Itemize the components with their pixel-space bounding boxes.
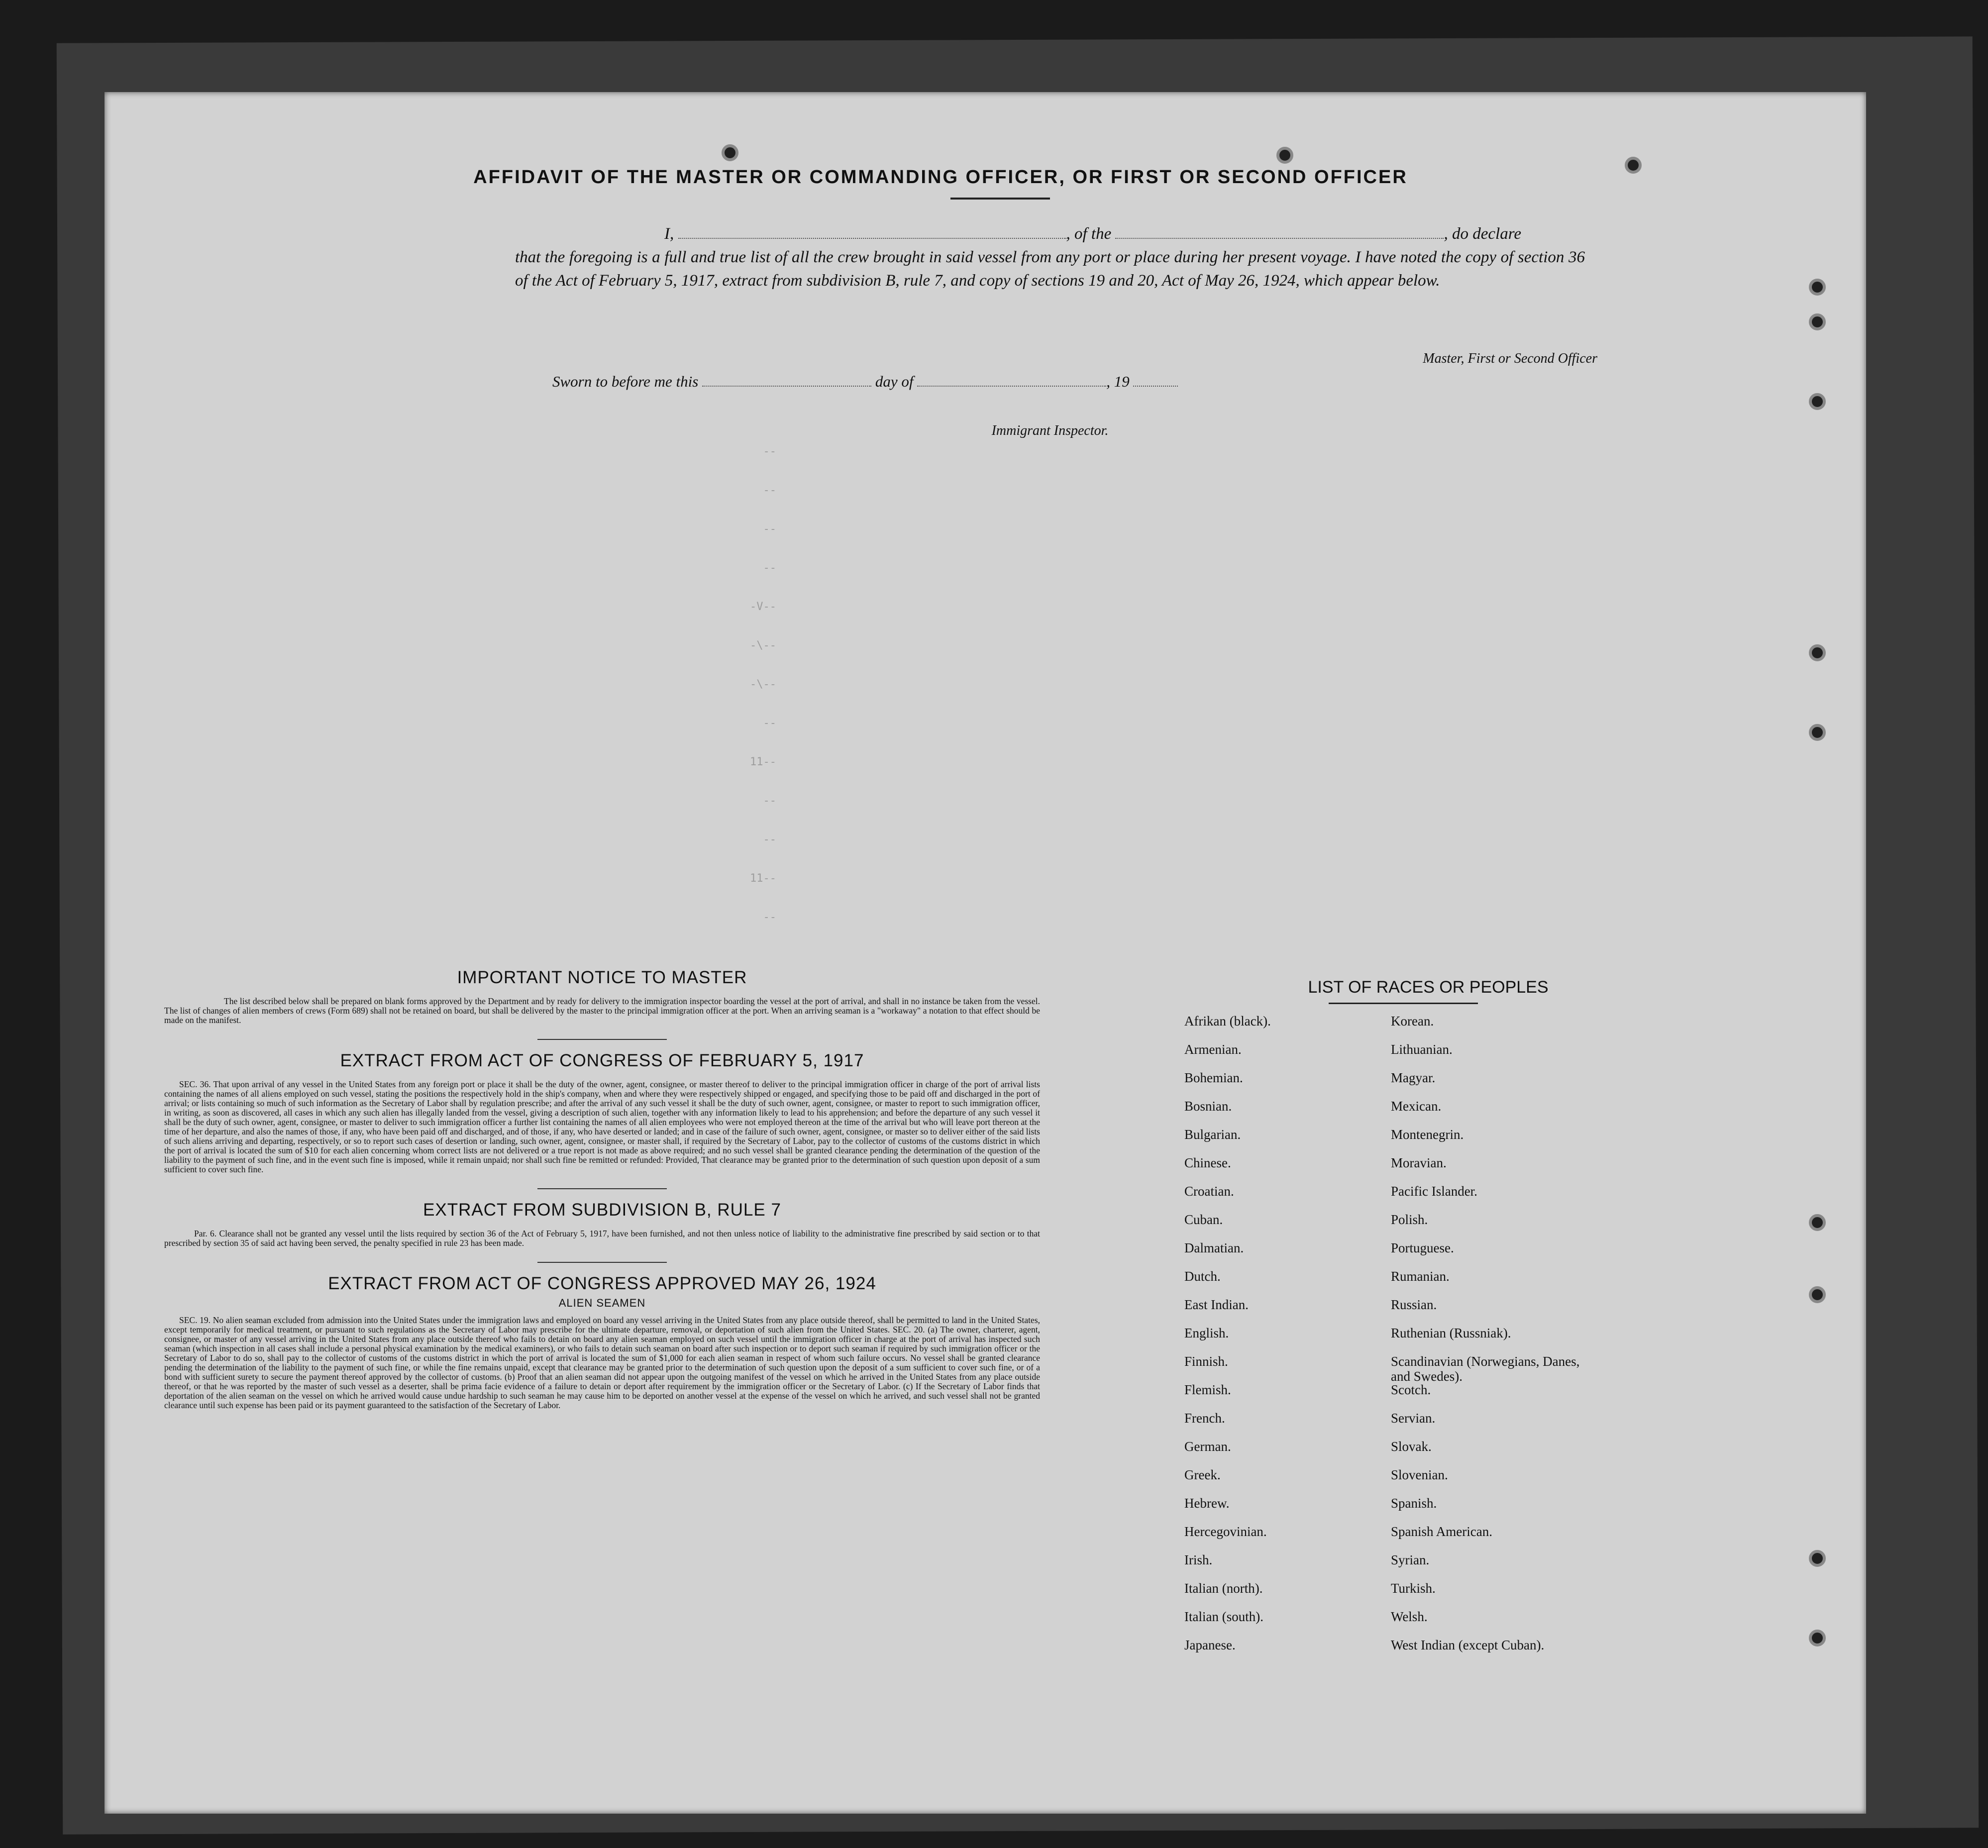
punch-hole: [1809, 1550, 1826, 1567]
race-item: Cuban.: [1184, 1212, 1223, 1227]
faint-mark: --: [763, 911, 776, 924]
legal-extracts: [164, 968, 1040, 1410]
bleed-through-column: [647, 445, 776, 950]
extract-rule7-title: EXTRACT FROM SUBDIVISION B, RULE 7: [423, 1200, 781, 1220]
race-item: Bohemian.: [1184, 1070, 1243, 1085]
vessel-blank[interactable]: [1115, 223, 1444, 239]
race-item: Italian (south).: [1184, 1609, 1263, 1624]
race-item: Rumanian.: [1391, 1269, 1450, 1284]
race-item: Afrikan (black).: [1184, 1014, 1271, 1028]
faint-mark: 11--: [750, 872, 776, 885]
races-right-column: [1391, 1014, 1600, 1666]
extract-1917-title: EXTRACT FROM ACT OF CONGRESS OF FEBRUARY 5, 1917: [340, 1051, 864, 1070]
race-item: Bosnian.: [1184, 1099, 1232, 1114]
punch-hole: [1809, 393, 1826, 410]
race-item: Polish.: [1391, 1212, 1428, 1227]
sworn-day-blank[interactable]: [702, 371, 871, 387]
race-item: East Indian.: [1184, 1297, 1249, 1312]
race-item: Welsh.: [1391, 1609, 1428, 1624]
race-item: Spanish.: [1391, 1496, 1437, 1511]
race-item: Croatian.: [1184, 1184, 1234, 1199]
punch-hole: [1809, 1214, 1826, 1231]
race-item: Spanish American.: [1391, 1524, 1492, 1539]
faint-mark: --: [763, 833, 776, 846]
separator-rule: [537, 1188, 667, 1189]
sworn-prefix: Sworn to before me this: [552, 373, 699, 390]
race-item: Ruthenian (Russniak).: [1391, 1326, 1511, 1340]
race-item: Bulgarian.: [1184, 1127, 1241, 1142]
faint-mark: --: [763, 484, 776, 497]
race-item: Russian.: [1391, 1297, 1437, 1312]
faint-mark: --: [763, 523, 776, 535]
sworn-year-label: , 19: [1106, 373, 1130, 390]
race-item: German.: [1184, 1439, 1231, 1454]
faint-mark: -\--: [750, 639, 776, 652]
faint-mark: 11--: [750, 756, 776, 768]
affidavit-title: AFFIDAVIT OF THE MASTER OR COMMANDING OFFICER, OR FIRST OR SECOND OFFICER: [473, 167, 1408, 188]
race-item: Irish.: [1184, 1552, 1213, 1567]
races-title: LIST OF RACES OR PEOPLES: [1308, 978, 1549, 997]
race-item: English.: [1184, 1326, 1229, 1340]
punch-hole: [1809, 724, 1826, 741]
punch-hole: [1625, 157, 1642, 174]
race-item: Portuguese.: [1391, 1240, 1454, 1255]
race-item: Korean.: [1391, 1014, 1434, 1028]
race-item: Syrian.: [1391, 1552, 1430, 1567]
sworn-month-blank[interactable]: [917, 371, 1106, 387]
separator-rule: [537, 1039, 667, 1040]
declaration-suffix: , do declare: [1444, 225, 1521, 243]
race-item: Pacific Islander.: [1391, 1184, 1477, 1199]
faint-mark: --: [763, 562, 776, 574]
faint-mark: --: [763, 795, 776, 807]
race-item: Mexican.: [1391, 1099, 1442, 1114]
faint-mark: --: [763, 445, 776, 458]
race-item: Scandinavian (Norwegians, Danes, and Swedes).: [1391, 1354, 1580, 1384]
title-rule: [950, 198, 1050, 200]
race-item: Hercegovinian.: [1184, 1524, 1267, 1539]
race-item: Greek.: [1184, 1467, 1221, 1482]
punch-hole: [1809, 1630, 1826, 1646]
punch-hole: [1809, 1286, 1826, 1303]
race-item: Finnish.: [1184, 1354, 1228, 1369]
race-item: Montenegrin.: [1391, 1127, 1464, 1142]
sworn-year-blank[interactable]: [1133, 371, 1178, 387]
races-title-rule: [1329, 1003, 1478, 1004]
extract-rule7-text: Par. 6. Clearance shall not be granted any vessel until the lists required by section 36 of the Act of February 5, 1917, have been furnished, and not then unless notice of liability to the administrative fine prescribed by said section or to that prescribed by section 35 of said act having been served, the penalty specified in rule 23 has been made.: [164, 1229, 1040, 1248]
faint-mark: --: [763, 717, 776, 729]
race-item: Hebrew.: [1184, 1496, 1230, 1511]
race-item: Flemish.: [1184, 1382, 1231, 1397]
race-item: Magyar.: [1391, 1070, 1436, 1085]
race-item: French.: [1184, 1411, 1225, 1426]
declaration-middle: , of the: [1066, 225, 1112, 243]
notice-text: The list described below shall be prepared on blank forms approved by the Department and by ready for delivery to the immigration inspector boarding the vessel at the port of arrival, and shall in no instance be taken from the vessel. The list of changes of alien members of crews (Form 689) shall not be retained on board, but shall be delivered by the master to the principal immigration officer at the port. When an arriving seaman is a "workaway" a notation to that effect should be made on the manifest.: [164, 996, 1040, 1025]
race-item: Slovak.: [1391, 1439, 1432, 1454]
race-item: West Indian (except Cuban).: [1391, 1638, 1545, 1652]
sworn-line: [552, 371, 1398, 391]
affidavit-body: [515, 222, 1585, 293]
race-item: Dutch.: [1184, 1269, 1221, 1284]
extract-1924-text: SEC. 19. No alien seaman excluded from admission into the United States under the immigration laws and employed on board any vessel arriving in the United States from any place outside thereof, shall be permitted to land in the United States, except temporarily for medical treatment, or pursuant to such regulations as the Secretary of Labor may prescribe for the ultimate departure, removal, or deportation of such alien from the United States. SEC. 20. (a) The owner, charterer, agent, consignee, or master of any vessel arriving in the United States from any place outside thereof who fails to detain on board any alien seaman employed on such vessel until the immigration officer in charge at the port of arrival has inspected such seaman (which inspection in all cases shall include a personal physical examination by the medical examiners), or who fails to detain such seaman on board after such inspection or to deport such seaman if required by such immigration officer or the Secretary of Labor to do so, shall pay to the collector of customs of the customs district in which the port of arrival is located the sum of $1,000 for each alien seaman in respect of whom such failure occurs. No vessel shall be granted clearance pending the determination of the liability to the payment of such fine, or while the fine remains unpaid, except that clearance may be granted prior to the determination of such question upon the deposit of a sum sufficient to cover such fine, or of a bond with sufficient surety to secure the payment thereof approved by the collector of customs. (b) Proof that an alien seaman did not appear upon the outgoing manifest of the vessel on which he arrived in the United States from any place outside thereof, or that he was reported by the master of such vessel as a deserter, shall be prima facie evidence of a failure to detain or deport after requirement by the immigration officer or the Secretary of Labor. (c) If the Secretary of Labor finds that deportation of the alien seaman on the vessel on which he arrived would cause undue hardship to such seaman he may cause him to be deported on another vessel at the expense of the vessel on which he arrived, and such vessel shall not be granted clearance until such expense has been paid or its payment guaranteed to the satisfaction of the Secretary of Labor.: [164, 1315, 1040, 1410]
sworn-day-of: day of: [875, 373, 914, 390]
declaration-line: [515, 222, 1585, 246]
races-left-column: [1184, 1014, 1373, 1666]
declaration-text: that the foregoing is a full and true list of all the crew brought in said vessel from any port or place during her present voyage. I have noted the copy of section 36 of the Act of February 5, 1917, extract from subdivision B, rule 7, and copy of sections 19 and 20, Act of May 26, 1924, which appear below.: [515, 248, 1585, 290]
race-item: Scotch.: [1391, 1382, 1431, 1397]
extract-1924-subtitle: ALIEN SEAMEN: [558, 1297, 646, 1309]
inspector-caption: Immigrant Inspector.: [991, 423, 1109, 438]
punch-hole: [1809, 644, 1826, 661]
punch-hole: [722, 144, 738, 161]
declaration-prefix: I,: [664, 225, 674, 243]
punch-hole: [1276, 147, 1293, 164]
faint-mark: -\--: [750, 678, 776, 691]
punch-hole: [1809, 279, 1826, 296]
extract-1917-text: SEC. 36. That upon arrival of any vessel in the United States from any foreign port or place it shall be the duty of the owner, agent, consignee, or master thereof to deliver to the principal immigration officer in charge of the port of arrival lists containing the names of all aliens employed on such vessel, stating the positions the respectively hold in the ship's company, when and where they were respectively shipped or engaged, and specifying those to be paid off and discharged in the port of arrival; or lists containing so much of such information as the Secretary of Labor shall by regulation prescribe; and after the arrival of any such vessel it shall be the duty of such owner, agent, consignee, or master to report to such immigration officer, in writing, as soon as discovered, all cases in which any such alien has illegally landed from the vessel, giving a description of such alien, together with any information likely to lead to his apprehension; and before the departure of any such vessel it shall be the duty of such owner, agent, consignee, or master to deliver to such immigration officer a further list containing the names of all alien employees who were not employed thereon at the time of the arrival but who will leave port thereon at the time of her departure, and also the names of those, if any, who have been paid off and discharged, and of those, if any, who have deserted or landed; and in case of the failure of such owner, agent, consignee, or master so to deliver either of the said lists of such aliens arriving and departing, respectively, or so to report such cases of desertion or landing, such owner, agent, consignee, or master shall, if required by the Secretary of Labor, pay to the collector of customs of the customs district in which the port of arrival is located the sum of $10 for each alien concerning whom correct lists are not delivered or a true report is not made as above required; and no such vessel shall be granted clearance pending the determination of the question of the liability to the payment of such fine, and in the event such fine is imposed, while it remain unpaid; nor shall such fine be remitted or refunded: Provided, That clearance may be granted prior to the determination of such question upon deposit of a sum sufficient to cover such fine.: [164, 1079, 1040, 1174]
punch-hole: [1809, 313, 1826, 330]
race-item: Turkish.: [1391, 1581, 1436, 1596]
race-item: Chinese.: [1184, 1155, 1231, 1170]
notice-title: IMPORTANT NOTICE TO MASTER: [457, 968, 747, 987]
race-item: Dalmatian.: [1184, 1240, 1244, 1255]
separator-rule: [537, 1262, 667, 1263]
race-item: Japanese.: [1184, 1638, 1236, 1652]
extract-1924-title: EXTRACT FROM ACT OF CONGRESS APPROVED MAY 26, 1924: [328, 1274, 876, 1293]
race-item: Lithuanian.: [1391, 1042, 1453, 1057]
race-item: Italian (north).: [1184, 1581, 1263, 1596]
name-blank[interactable]: [678, 223, 1066, 239]
race-item: Armenian.: [1184, 1042, 1242, 1057]
race-item: Moravian.: [1391, 1155, 1447, 1170]
faint-mark: -V--: [750, 601, 776, 613]
signature-caption: Master, First or Second Officer: [1423, 351, 1597, 366]
form-sheet: [105, 92, 1866, 1814]
race-item: Slovenian.: [1391, 1467, 1448, 1482]
race-item: Servian.: [1391, 1411, 1436, 1426]
